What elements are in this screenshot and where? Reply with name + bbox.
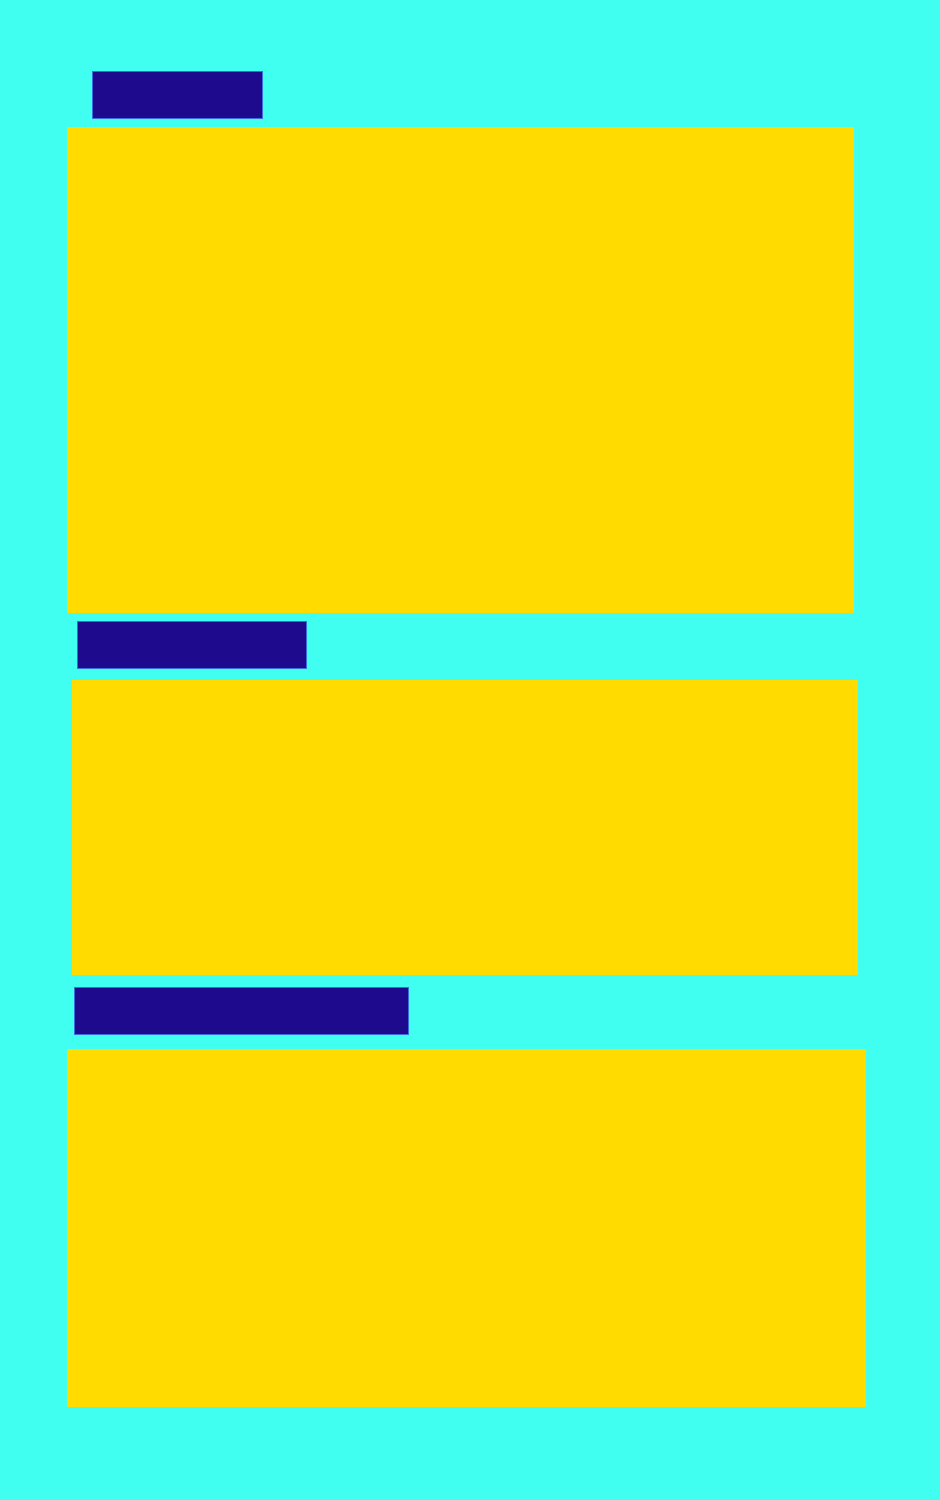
section-title-crime bbox=[92, 71, 263, 119]
mascot-border-left bbox=[0, 60, 52, 1438]
section-body-education bbox=[72, 680, 858, 975]
section-body-transportation bbox=[67, 1049, 866, 1407]
mascot-border-right bbox=[886, 60, 940, 1438]
section-body-crime bbox=[67, 127, 854, 613]
section-title-education bbox=[77, 621, 307, 669]
section-title-transportation bbox=[74, 987, 409, 1035]
mascot-border-bottom bbox=[0, 1438, 940, 1500]
mascot-border-top bbox=[0, 0, 940, 60]
